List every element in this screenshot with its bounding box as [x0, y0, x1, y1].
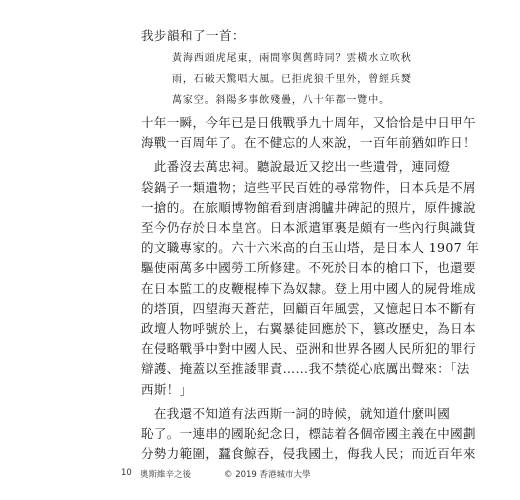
text-line: 袋鍋子一類遺物；這些平民百姓的尋常物件，日本兵是不屑	[141, 179, 476, 195]
text-line: 海戰一百周年了。在不健忘的人來說，一百年前猶如昨日！	[141, 135, 476, 151]
text-line: 驅使兩萬多中國勞工所修建。不死於日本的槍口下，也還要	[141, 260, 476, 276]
poem-block	[172, 48, 412, 111]
poem-line: 雨，石破天驚唱大風。已拒虎狼千里外，曾經兵燹	[172, 74, 412, 85]
text-line: 的文職專家的。六十六米高的白玉山塔，是日本人 1907 年	[141, 240, 480, 256]
text-line: 分勢力範圍，蠶食鯨吞，侵我國土，侮我人民；而近百年來	[141, 446, 476, 462]
text-line: 一搶的。在旅順博物館看到唐鴻臚井碑記的照片，原件據說	[141, 199, 476, 215]
text-line: 西斯！」	[141, 381, 193, 397]
paragraph	[141, 113, 476, 153]
text-line: 的塔頂，四望海天蒼茫，回顧百年風雲，又憶起日本不斷有	[141, 300, 476, 316]
text-line: 十年一瞬，今年已是日俄戰爭九十周年，又恰恰是中日甲午	[141, 115, 476, 130]
intro-line: 我步韻和了一首：	[141, 28, 246, 43]
copyright-notice: © 2019 香港城市大學	[224, 470, 311, 480]
book-title: 奧斯維辛之後	[140, 470, 192, 480]
paragraph	[141, 157, 480, 399]
text-line: 辯護、掩蓋以至推諉罪責……我不禁從心底厲出聲來：「法	[141, 361, 470, 377]
poem-line: 黃海西頭虎尾東，兩間寧與舊時同？雲橫水立吹秋	[172, 53, 412, 64]
poem-line: 萬家空。斜陽多事飲殘疊，八十年都一覽中。	[172, 95, 390, 106]
text-line: 在侵略戰爭中對中國人民、亞洲和世界各國人民所犯的罪行	[141, 341, 476, 357]
text-line: 在我還不知道有法西斯一詞的時候，就知道什麼叫國	[141, 405, 451, 421]
text-line: 此番沒去萬忠祠。聽說最近又挖出一些遺骨，連同燈	[141, 159, 451, 175]
text-line: 恥了。一連串的國恥紀念日，標誌着各個帝國主義在中國劃	[141, 426, 476, 442]
text-line: 政壇人物呼號於上，右翼暴徒回應於下，篡改歷史，為日本	[141, 321, 476, 337]
body-text	[141, 113, 480, 464]
paragraph	[141, 404, 476, 465]
page-number: 10	[121, 468, 132, 478]
text-line: 至今仍存於日本皇宮。日本派遣軍裏是頗有一些內行與識貨	[141, 220, 476, 236]
text-line: 在日本監工的皮鞭棍棒下為奴隸。登上用中國人的屍骨堆成	[141, 280, 476, 296]
